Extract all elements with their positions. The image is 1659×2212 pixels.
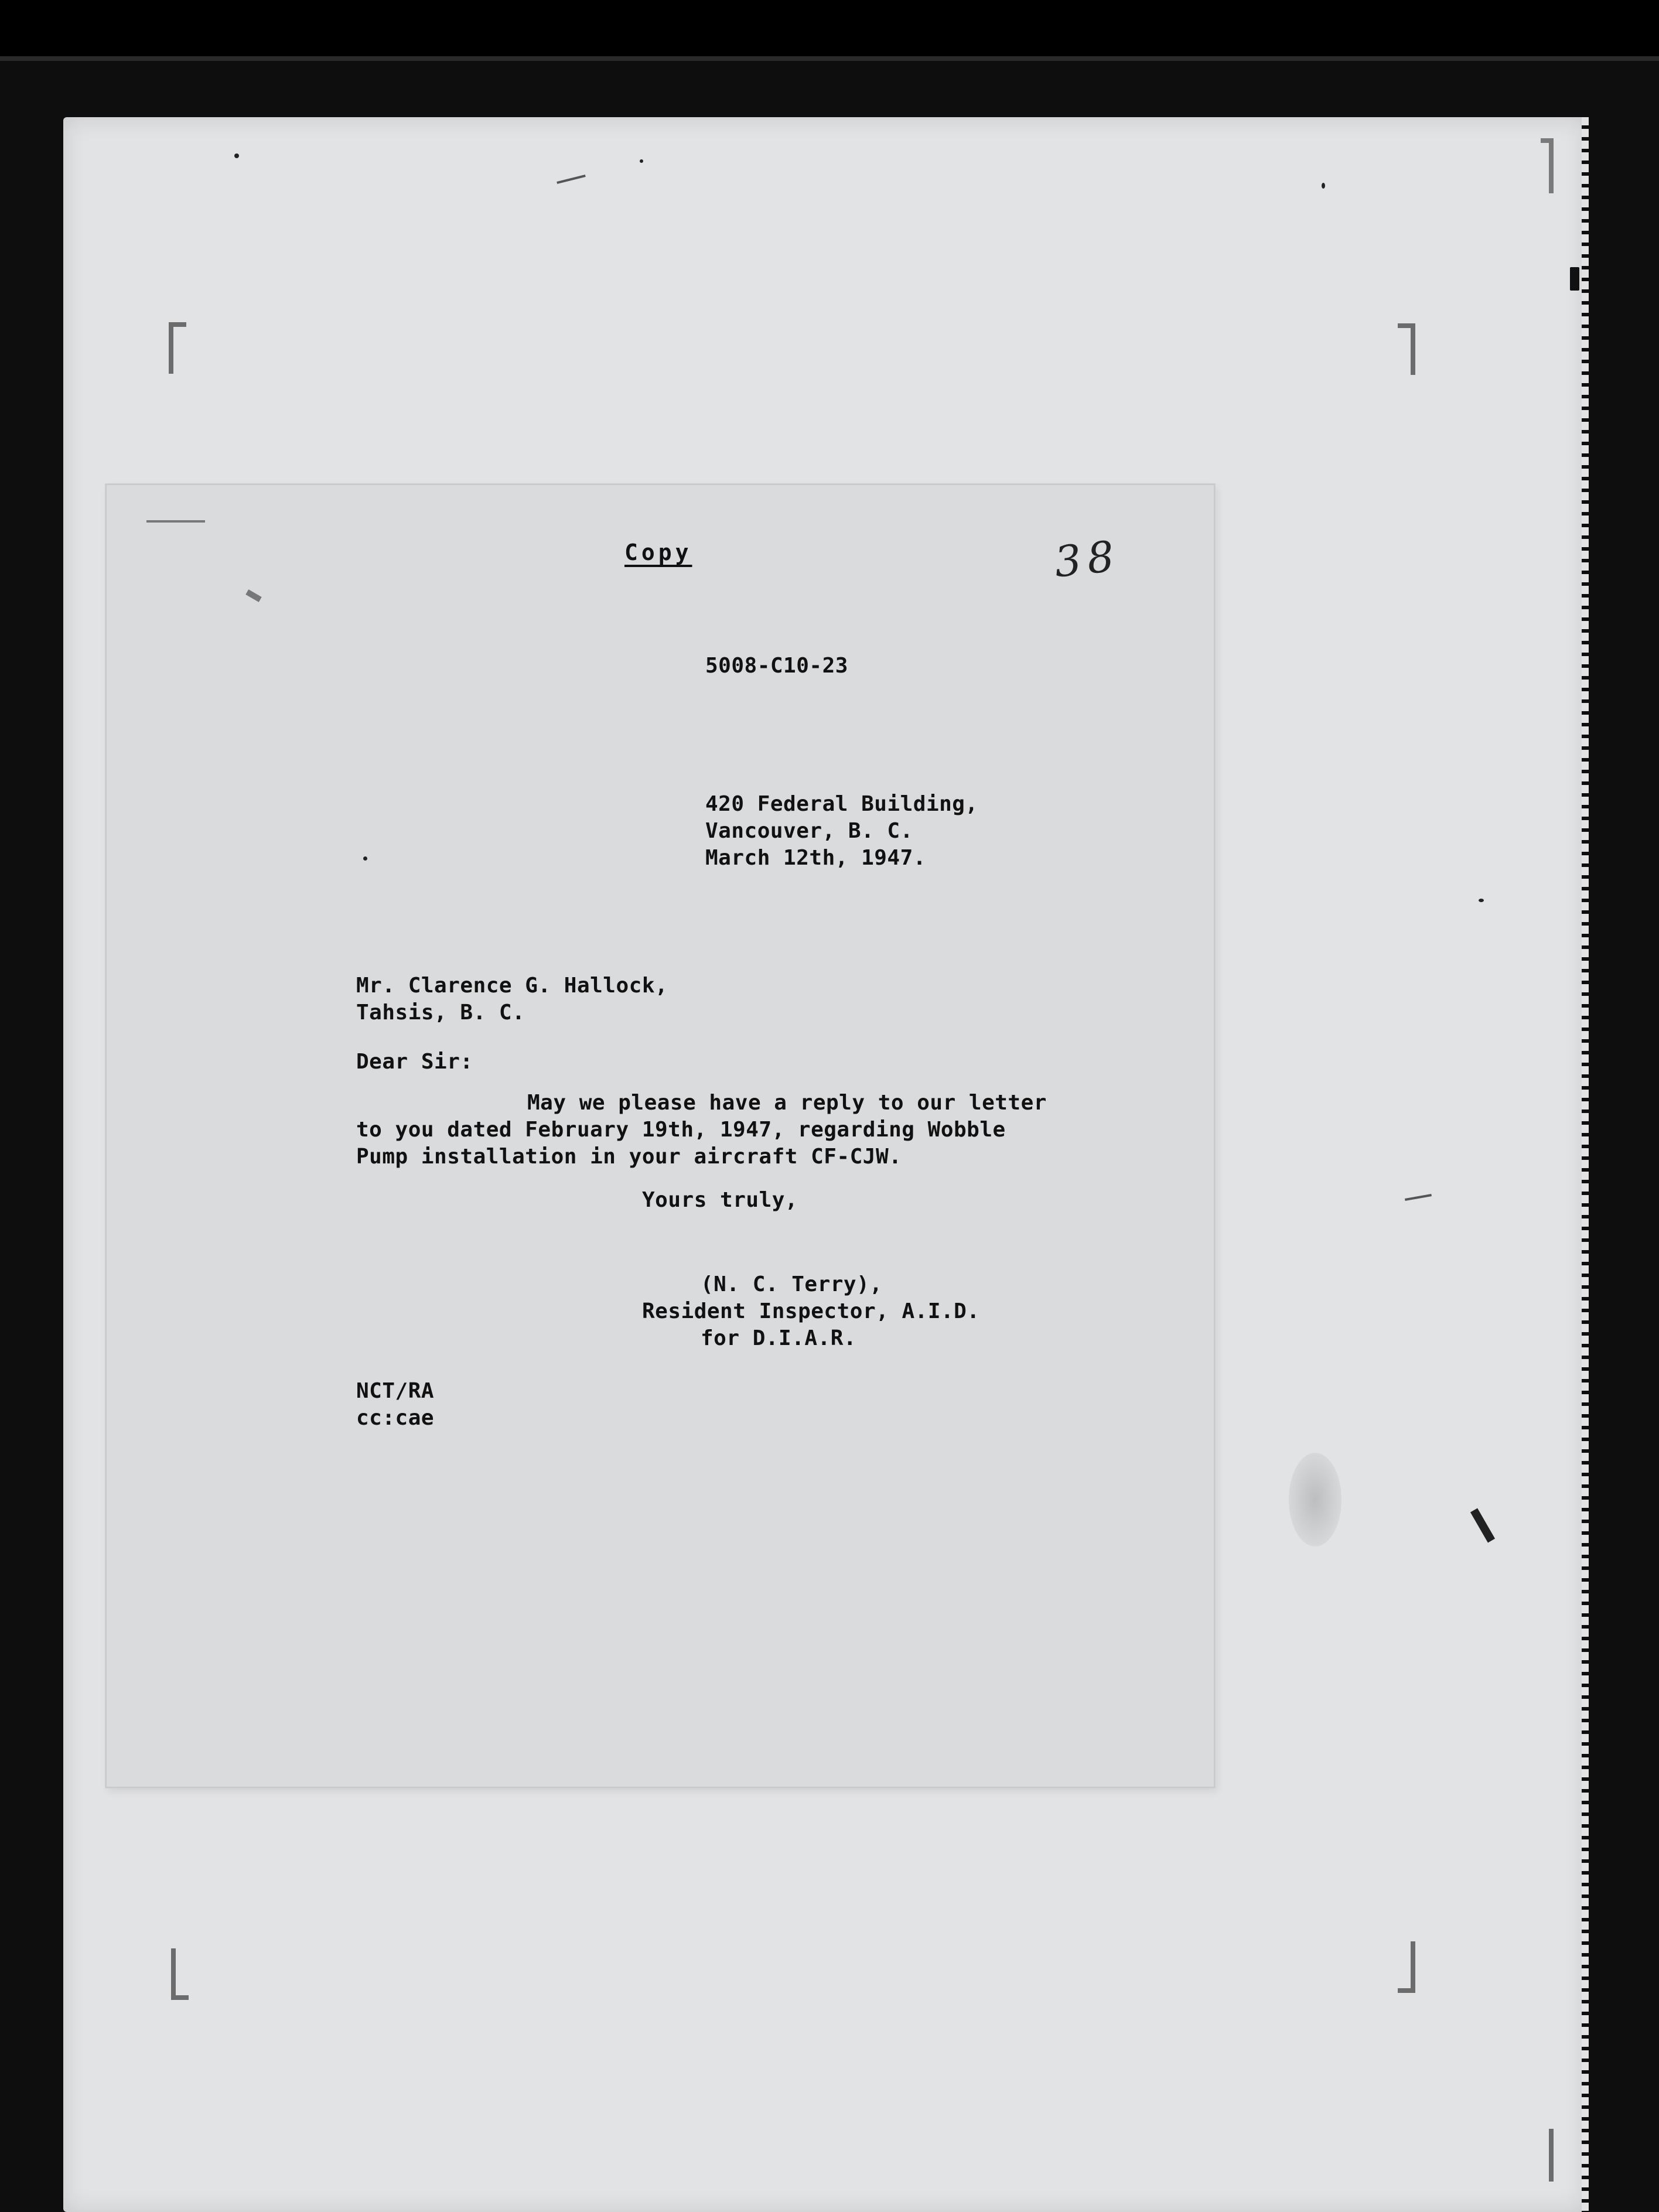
- film-top-band: [0, 0, 1659, 56]
- handwritten-page-number: 38: [1052, 531, 1122, 587]
- signatory-department: for D.I.A.R.: [701, 1326, 857, 1350]
- sender-address-line: 420 Federal Building,: [705, 792, 978, 816]
- recipient-name: Mr. Clarence G. Hallock,: [356, 974, 668, 998]
- crop-mark-bottom-right: [1398, 1941, 1415, 1993]
- body-line: to you dated February 19th, 1947, regarding Wobble: [356, 1118, 1006, 1142]
- film-speck: [640, 159, 643, 163]
- copy-label: Copy: [624, 540, 692, 565]
- film-speck: [234, 153, 239, 158]
- film-top-edge: [0, 56, 1659, 61]
- film-speck: [363, 856, 367, 861]
- recipient-location: Tahsis, B. C.: [356, 1001, 525, 1025]
- body-line: Pump installation in your aircraft CF-CJW.: [356, 1145, 902, 1169]
- film-speck: [1322, 183, 1325, 189]
- crop-mark-outer-top-right: [1541, 138, 1554, 193]
- film-scratch: [146, 520, 205, 523]
- signatory-name: (N. C. Terry),: [701, 1272, 883, 1296]
- file-number: 5008-C10-23: [705, 654, 848, 678]
- film-speck: [1479, 899, 1484, 902]
- body-line: May we please have a reply to our letter: [527, 1091, 1047, 1115]
- signatory-title: Resident Inspector, A.I.D.: [642, 1299, 980, 1323]
- letter-date: March 12th, 1947.: [705, 846, 926, 870]
- sheet-ragged-edge: [1582, 117, 1589, 2212]
- film-smudge: [1289, 1453, 1341, 1547]
- carbon-copy-note: cc:cae: [356, 1406, 435, 1430]
- reference-initials: NCT/RA: [356, 1379, 435, 1403]
- salutation: Dear Sir:: [356, 1050, 473, 1074]
- crop-mark-outer-bottom-right: [1549, 2129, 1554, 2182]
- crop-mark-top-right: [1398, 323, 1415, 375]
- closing: Yours truly,: [642, 1188, 798, 1212]
- crop-mark-bottom-left: [171, 1948, 189, 2000]
- film-edge-nick: [1570, 267, 1579, 291]
- sender-address-line: Vancouver, B. C.: [705, 819, 913, 843]
- crop-mark-top-left: [169, 322, 186, 374]
